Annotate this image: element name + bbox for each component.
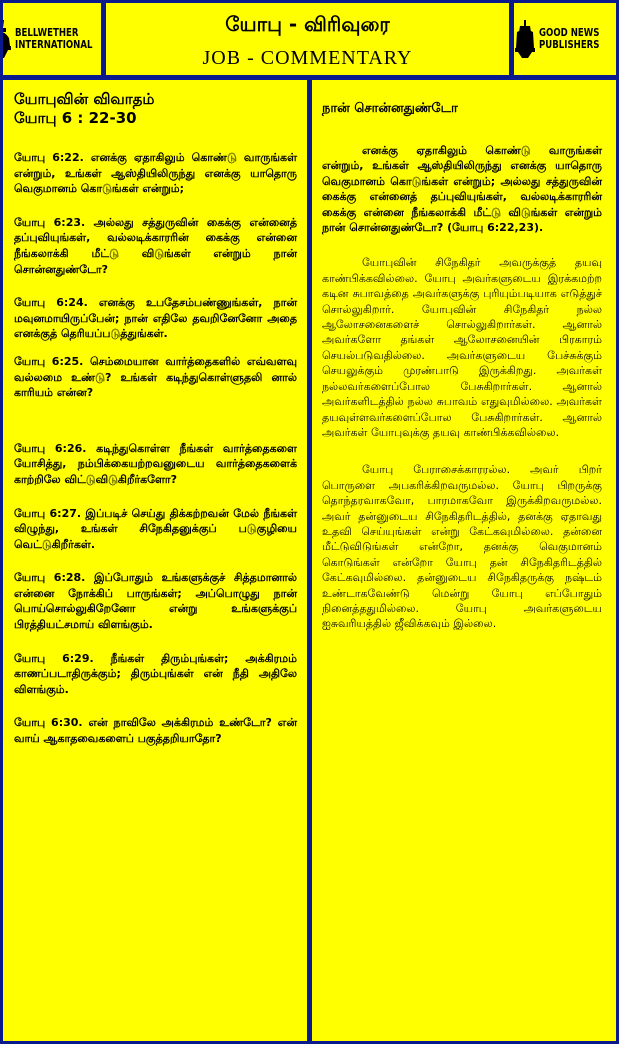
verse-6-25: யோபு 6:25. செம்மையான வார்த்தைகளில் எவ்வளவு வல்லமை உண்டு? உங்கள் கடிந்துகொள்ளுதலி னால் காரியம் என்ன? — [14, 354, 297, 400]
bellwether-logo — [3, 3, 101, 75]
left-heading-line1: யோபுவின் விவாதம் — [14, 90, 155, 108]
verse-6-23: யோபு 6:23. அல்லது சத்துருவின் கைக்கு என்னைத் தப்புவியுங்கள், வல்லடிக்காரரின் கைக்கு என்னை நீங்கலாக்கி மீட்டு விடுங்கள் என்றும் நான் சொன்னதுண்டோ? — [14, 215, 297, 276]
left-logo-line1: BELLWETHER — [14, 26, 79, 39]
title-english: JOB - COMMENTARY — [202, 47, 413, 69]
quote-paragraph: எனக்கு ஏதாகிலும் கொண்டு வாருங்கள் என்றும், உங்கள் ஆஸ்தியிலிருந்து எனக்கு யாதொரு வெகுமானம் கொடுங்கள் என்றும்; அல்லது சத்துருவின் கைக்கு என்னைத் தப்புவியுங்கள், வல்லடிக்காரரின் கைக்கு என்னை நீங்கலாக்கி மீட்டு விடுங்கள் என்றும் நான் சொன்னதுண்டோ? (யோபு 6:22,23). — [322, 144, 602, 235]
verse-6-26: யோபு 6:26. கடிந்துகொள்ள நீங்கள் வார்த்தைகளை யோசித்து, நம்பிக்கையற்றவனுடைய வார்த்தைகளைக் காற்றிலே விட்டுவிடுகிறீர்களோ? — [14, 441, 297, 486]
verse-6-24: யோபு 6:24. எனக்கு உபதேசம்பண்ணுங்கள், நான் மவுனமாயிருப்பேன்; நான் எதிலே தவறினேனோ அதை எனக்குத் தெரியப்படுத்துங்கள். — [14, 296, 297, 341]
right-column — [312, 80, 616, 1041]
publisher-icon — [514, 18, 536, 60]
commentary-paragraph-2: யோபு பேராசைக்காரரல்ல. அவர் பிறர் பொருளை அபகரிக்கிறவருமல்ல. யோபு பிறருக்கு தொந்தரவாகவோ, பாரமாகவோ இருக்கிறவருமல்ல. அவர் தன்னுடைய சிநேகிதரிடத்தில், தனக்கு ஏதாவது உதவி செய்யுங்கள் என்று கேட்கவுமில்லை. தன்னை மீட்டுவிடுங்கள் என்றோ, தனக்கு வெகுமானம் கொடுங்கள் என்றோ யோபு தன் சிநேகிதரிடத்தில் கேட்கவுமில்லை. தன்னுடைய சிநேகிதருக்கு நஷ்டம் உண்டாகவேண்டு மென்று யோபு எப்போதும் நினைத்ததுமில்லை. யோபு அவர்களுடைய ஐசுவரியத்தில் ஜீவிக்கவும் இல்லை. — [322, 463, 602, 631]
left-logo-line2: INTERNATIONAL — [14, 38, 93, 51]
good-news-logo — [514, 3, 616, 75]
right-logo-line2: PUBLISHERS — [538, 38, 600, 51]
verse-6-22: யோபு 6:22. எனக்கு ஏதாகிலும் கொண்டு வாருங்கள் என்றும், உங்கள் ஆஸ்தியிலிருந்து எனக்கு யாதொரு வெகுமானம் கொடுங்கள் என்றும்; — [14, 151, 297, 196]
title-tamil: யோபு - விரிவுரை — [225, 12, 390, 36]
bell-tower-icon — [3, 18, 12, 60]
commentary-paragraph-1: யோபுவின் சிநேகிதர் அவருக்குத் தயவு காண்பிக்கவில்லை. யோபு அவர்களுடைய இரக்கமற்ற கடின சுபாவத்தை அவர்களுக்கு புரியும்படியாக எடுத்துச் சொல்லுகிறார். யோபுவின் சிநேகிதர் நல்ல ஆலோசனைகளைச் சொல்லுகிறார்கள். ஆனால் அவர்களோ தங்கள் ஆலோசனையின் பிரகாரம் செயல்படுவதில்லை. அவர்களுடைய பேச்சுக்கும் செயலுக்கும் முரண்பாடு இருக்கிறது. அவர்கள் நல்லவர்களைப்போல பேசுகிறார்கள். ஆனால் அவர்களிடத்தில் நல்ல சுபாவம் எதுவுமில்லை. அவர்கள் தயவுள்ளவர்களைப்போல பேசுகிறார்கள். ஆனால் அவர்கள் யோபுவுக்கு தயவு காண்பிக்கவில்லை. — [322, 256, 602, 439]
verse-6-27: யோபு 6:27. இப்படிச் செய்து திக்கற்றவன் மேல் நீங்கள் விழுந்து, உங்கள் சிநேகிதனுக்குப் படுகுழியை வெட்டுகிறீர்கள். — [14, 506, 297, 551]
verse-6-28: யோபு 6:28. இப்போதும் உங்களுக்குச் சித்தமானால் என்னை நோக்கிப் பாருங்கள்; அப்பொழுது நான் பொய்சொல்லுகிறேனோ என்று உங்களுக்குப் பிரத்தியட்சமாய் விளங்கும். — [14, 571, 297, 632]
verse-6-29: யோபு 6:29. நீங்கள் திரும்புங்கள்; அக்கிரமம் காணப்படாதிருக்கும்; திரும்புங்கள் என் நீதி அதிலே விளங்கும். — [14, 651, 297, 696]
right-heading: நான் சொன்னதுண்டோ — [322, 101, 458, 116]
right-logo-line1: GOOD NEWS — [538, 26, 600, 39]
left-column — [3, 80, 307, 1041]
left-heading-line2: யோபு 6 : 22-30 — [14, 109, 137, 127]
title-box — [106, 3, 509, 75]
verse-6-30: யோபு 6:30. என் நாவிலே அக்கிரமம் உண்டோ? என் வாய் ஆகாதவைகளைப் பகுத்தறியாதோ? — [14, 716, 297, 746]
